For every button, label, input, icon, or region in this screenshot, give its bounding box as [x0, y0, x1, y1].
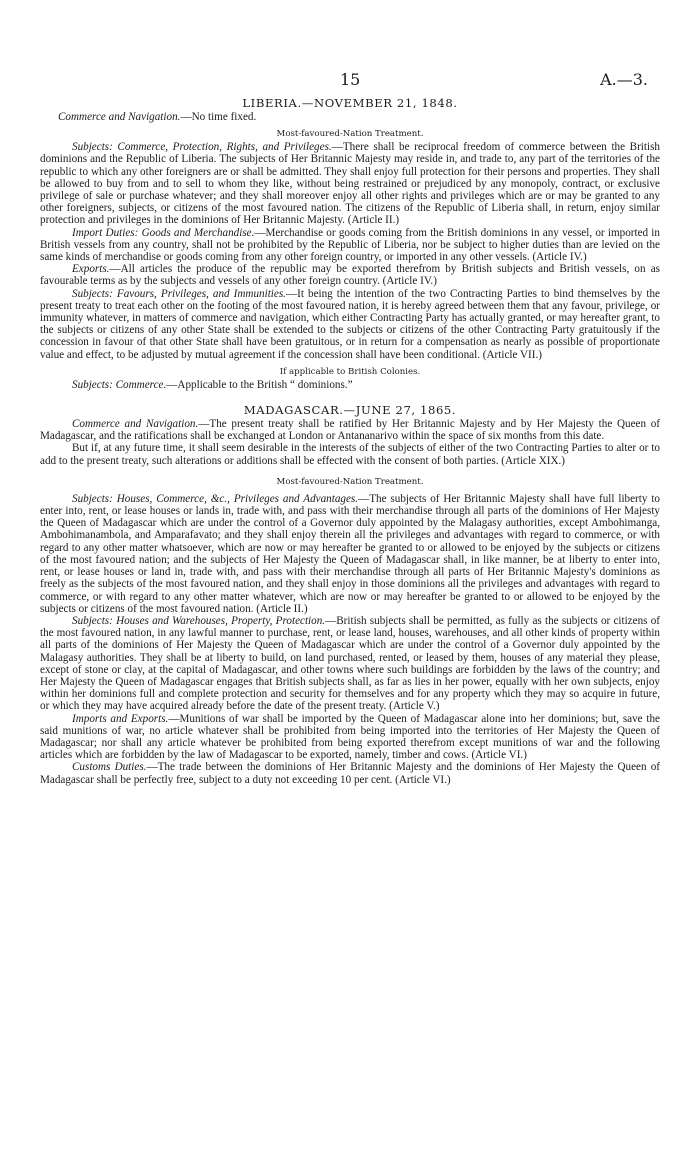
liberia-heading: LIBERIA.—NOVEMBER 21, 1848.: [242, 96, 458, 110]
liberia-p5-text: —Applicable to the British “ dominions.”: [166, 378, 353, 391]
madagascar-p1-text: —The present treaty shall be ratified by Her Britannic Majesty and by Her Majesty the Queen of Madagascar, and the ratifications shall be exchanged at London or Antananarivo within the space of six months from this date.: [40, 418, 660, 443]
madagascar-p5-label: Imports and Exports.: [72, 712, 169, 725]
liberia-paragraph-5: [40, 379, 660, 391]
madagascar-paragraph-2: But if, at any future time, it shall seem desirable in the interests of the subjects of either of the two Contracting Parties to alter or to add to the present treaty, such alterations or additions shall be effected with the consent of both parties. (Article XIX.): [40, 442, 660, 467]
liberia-paragraph-2: [40, 227, 660, 264]
liberia-colonies-heading: If applicable to British Colonies.: [279, 366, 421, 377]
liberia-commerce-label: Commerce and Navigation.: [58, 111, 181, 123]
liberia-paragraph-1: [40, 141, 660, 226]
liberia-p3-label: Exports.: [72, 263, 110, 276]
liberia-p5-label: Subjects: Commerce.: [72, 378, 167, 391]
madagascar-p4-label: Subjects: Houses and Warehouses, Property, Protection.: [72, 614, 326, 627]
madagascar-paragraph-4: [40, 615, 660, 713]
page-reference: A.—3.: [600, 70, 648, 89]
liberia-p4-text: —It being the intention of the two Contracting Parties to bind themselves by the present treaty to treat each other on the footing of the most favoured nation, it is hereby agreed between them that any favour, privilege, or immunity whatever, in matters of commerce and navigation, which either Contracting Party has actually granted, or may hereafter grant, to the subjects or citizens of any other State shall be extended to the subjects or citizens of the other Contracting Party gratuitously if the concession in favour of that other State shall have been gratuitous, or in return for a compensation as nearly as possible of proportionate value and effect, to be adjusted by mutual agreement if the concession shall have been conditional. (Article VII.): [40, 287, 660, 361]
page-number: 15: [340, 70, 361, 89]
liberia-p1-label: Subjects: Commerce, Protection, Rights, and Privileges.: [72, 141, 332, 154]
madagascar-p3-text: —The subjects of Her Britannic Majesty shall have full liberty to enter into, rent, or lease houses or lands in, trade with, and pass with their merchandise through all parts of the dominions of Her Majesty the Queen of Madagascar which are under the control of a Governor duly appointed by the Malagasy authorities, except Ambohimanga, Ambohimanambola, and Amparafavato; and they shall enjoy therein all the privileges and advantages with regard to commerce, or with regard to any other matter whatsoever, which are now or may hereafter be granted to or allowed to be enjoyed by the subjects or citizens of the most favoured nation; and the subjects of Her Majesty the Queen of Madagascar shall, in like manner, be at liberty to enter into, rent, or lease houses or land in, trade with, and pass with their merchandise through all parts of Her Britannic Majesty's dominions as freely as the subjects of the most favoured nation, and they shall enjoy in those dominions all the privileges and advantages with regard to commerce, or with regard to any other matter whatever, which are now or may hereafter be granted to or allowed to be enjoyed by the subjects or citizens of the most favoured nation. (Article II.): [40, 492, 660, 615]
liberia-p4-label: Subjects: Favours, Privileges, and Immunities.: [72, 287, 286, 300]
page-header: [0, 70, 700, 94]
liberia-paragraph-3: [40, 263, 660, 287]
madagascar-p3-label: Subjects: Houses, Commerce, &c., Privileges and Advantages.: [72, 492, 359, 505]
madagascar-heading: MADAGASCAR.—JUNE 27, 1865.: [243, 403, 457, 418]
liberia-commerce-text: —No time fixed.: [180, 111, 257, 123]
liberia-p2-text: —Merchandise or goods coming from the British dominions in any vessel, or imported in British vessels from any country, shall not be prohibited by the Republic of Liberia, nor be subject to higher duties than are levied on the same kinds of merchandise or goods coming from any other foreign country, or imported in any other vessels. (Article IV.): [40, 226, 660, 264]
liberia-section: [40, 96, 660, 391]
liberia-p1-text: —There shall be reciprocal freedom of commerce between the British dominions and the Republic of Liberia. The subjects of Her Britannic Majesty may reside in, and trade to, any part of the territories of the republic to which any other foreigners are or shall be admitted. They shall enjoy full protection for their persons and properties. They shall be allowed to buy from and to sell to whom they like, without being restrained or prejudiced by any monopoly, contract, or exclusive privilege of sale or purchase whatever; and they shall moreover enjoy all other rights and privileges which are or may be granted to any other foreigners, subjects, or citizens of the most favoured nation. The citizens of the Republic of Liberia shall, in return, enjoy similar protection and privileges in the dominions of Her Britannic Majesty. (Article II.): [40, 141, 660, 227]
liberia-commerce-line: [40, 111, 660, 123]
madagascar-paragraph-6: [40, 761, 660, 785]
madagascar-mfn-heading: Most-favoured-Nation Treatment.: [276, 476, 424, 487]
document-body: [40, 96, 660, 786]
madagascar-p4-text: —British subjects shall be permitted, as fully as the subjects or citizens of the most favoured nation, in any lawful manner to purchase, rent, or lease land, houses, warehouses, and all other kinds of property within all parts of the dominions of Her Majesty the Queen of Madagascar which are under the control of a Governor duly appointed by the Malagasy authorities. They shall be at liberty to build, on land purchased, rented, or leased by them, houses of any material they please, except of stone or clay, at the capital of Madagascar, and other towns where such buildings are forbidden by the laws of the country; and Her Majesty the Queen of Madagascar engages that British subjects shall, as far as lies in her power, equally with her own subjects, enjoy within her dominions full and complete protection and security for themselves and for any property which they may so acquire in future, or which they may have acquired already before the date of the present treaty. (Article V.): [40, 614, 660, 713]
madagascar-paragraph-5: [40, 713, 660, 762]
liberia-p2-label: Import Duties: Goods and Merchandise.: [72, 226, 255, 239]
madagascar-p5-text: —Munitions of war shall be imported by the Queen of Madagascar alone into her dominions; but, save the said munitions of war, no article whatever shall be prohibited from being imported into the territories of Her Majesty the Queen of Madagascar; nor shall any article whatever be prohibited from being exported therefrom except munitions of war and the following articles which are forbidden by the law of Madagascar to be exported, namely, timber and cows. (Article VI.): [40, 712, 660, 762]
madagascar-paragraph-3: [40, 493, 660, 615]
madagascar-p6-text: —The trade between the dominions of Her Britannic Majesty and the dominions of Her Majesty the Queen of Madagascar shall be perfectly free, subject to a duty not exceeding 10 per cent. (Article VI.): [40, 761, 661, 786]
madagascar-p6-label: Customs Duties.: [72, 761, 147, 774]
madagascar-p1-label: Commerce and Navigation.: [72, 418, 199, 431]
liberia-p3-text: —All articles the produce of the republic may be exported therefrom by British subjects and British vessels, on as favourable terms as by the subjects and vessels of any other foreign country. (Article IV.): [40, 263, 660, 288]
madagascar-section: [40, 403, 660, 786]
liberia-paragraph-4: [40, 288, 660, 361]
liberia-mfn-heading: Most-favoured-Nation Treatment.: [276, 129, 424, 140]
madagascar-paragraph-1: [40, 418, 660, 442]
